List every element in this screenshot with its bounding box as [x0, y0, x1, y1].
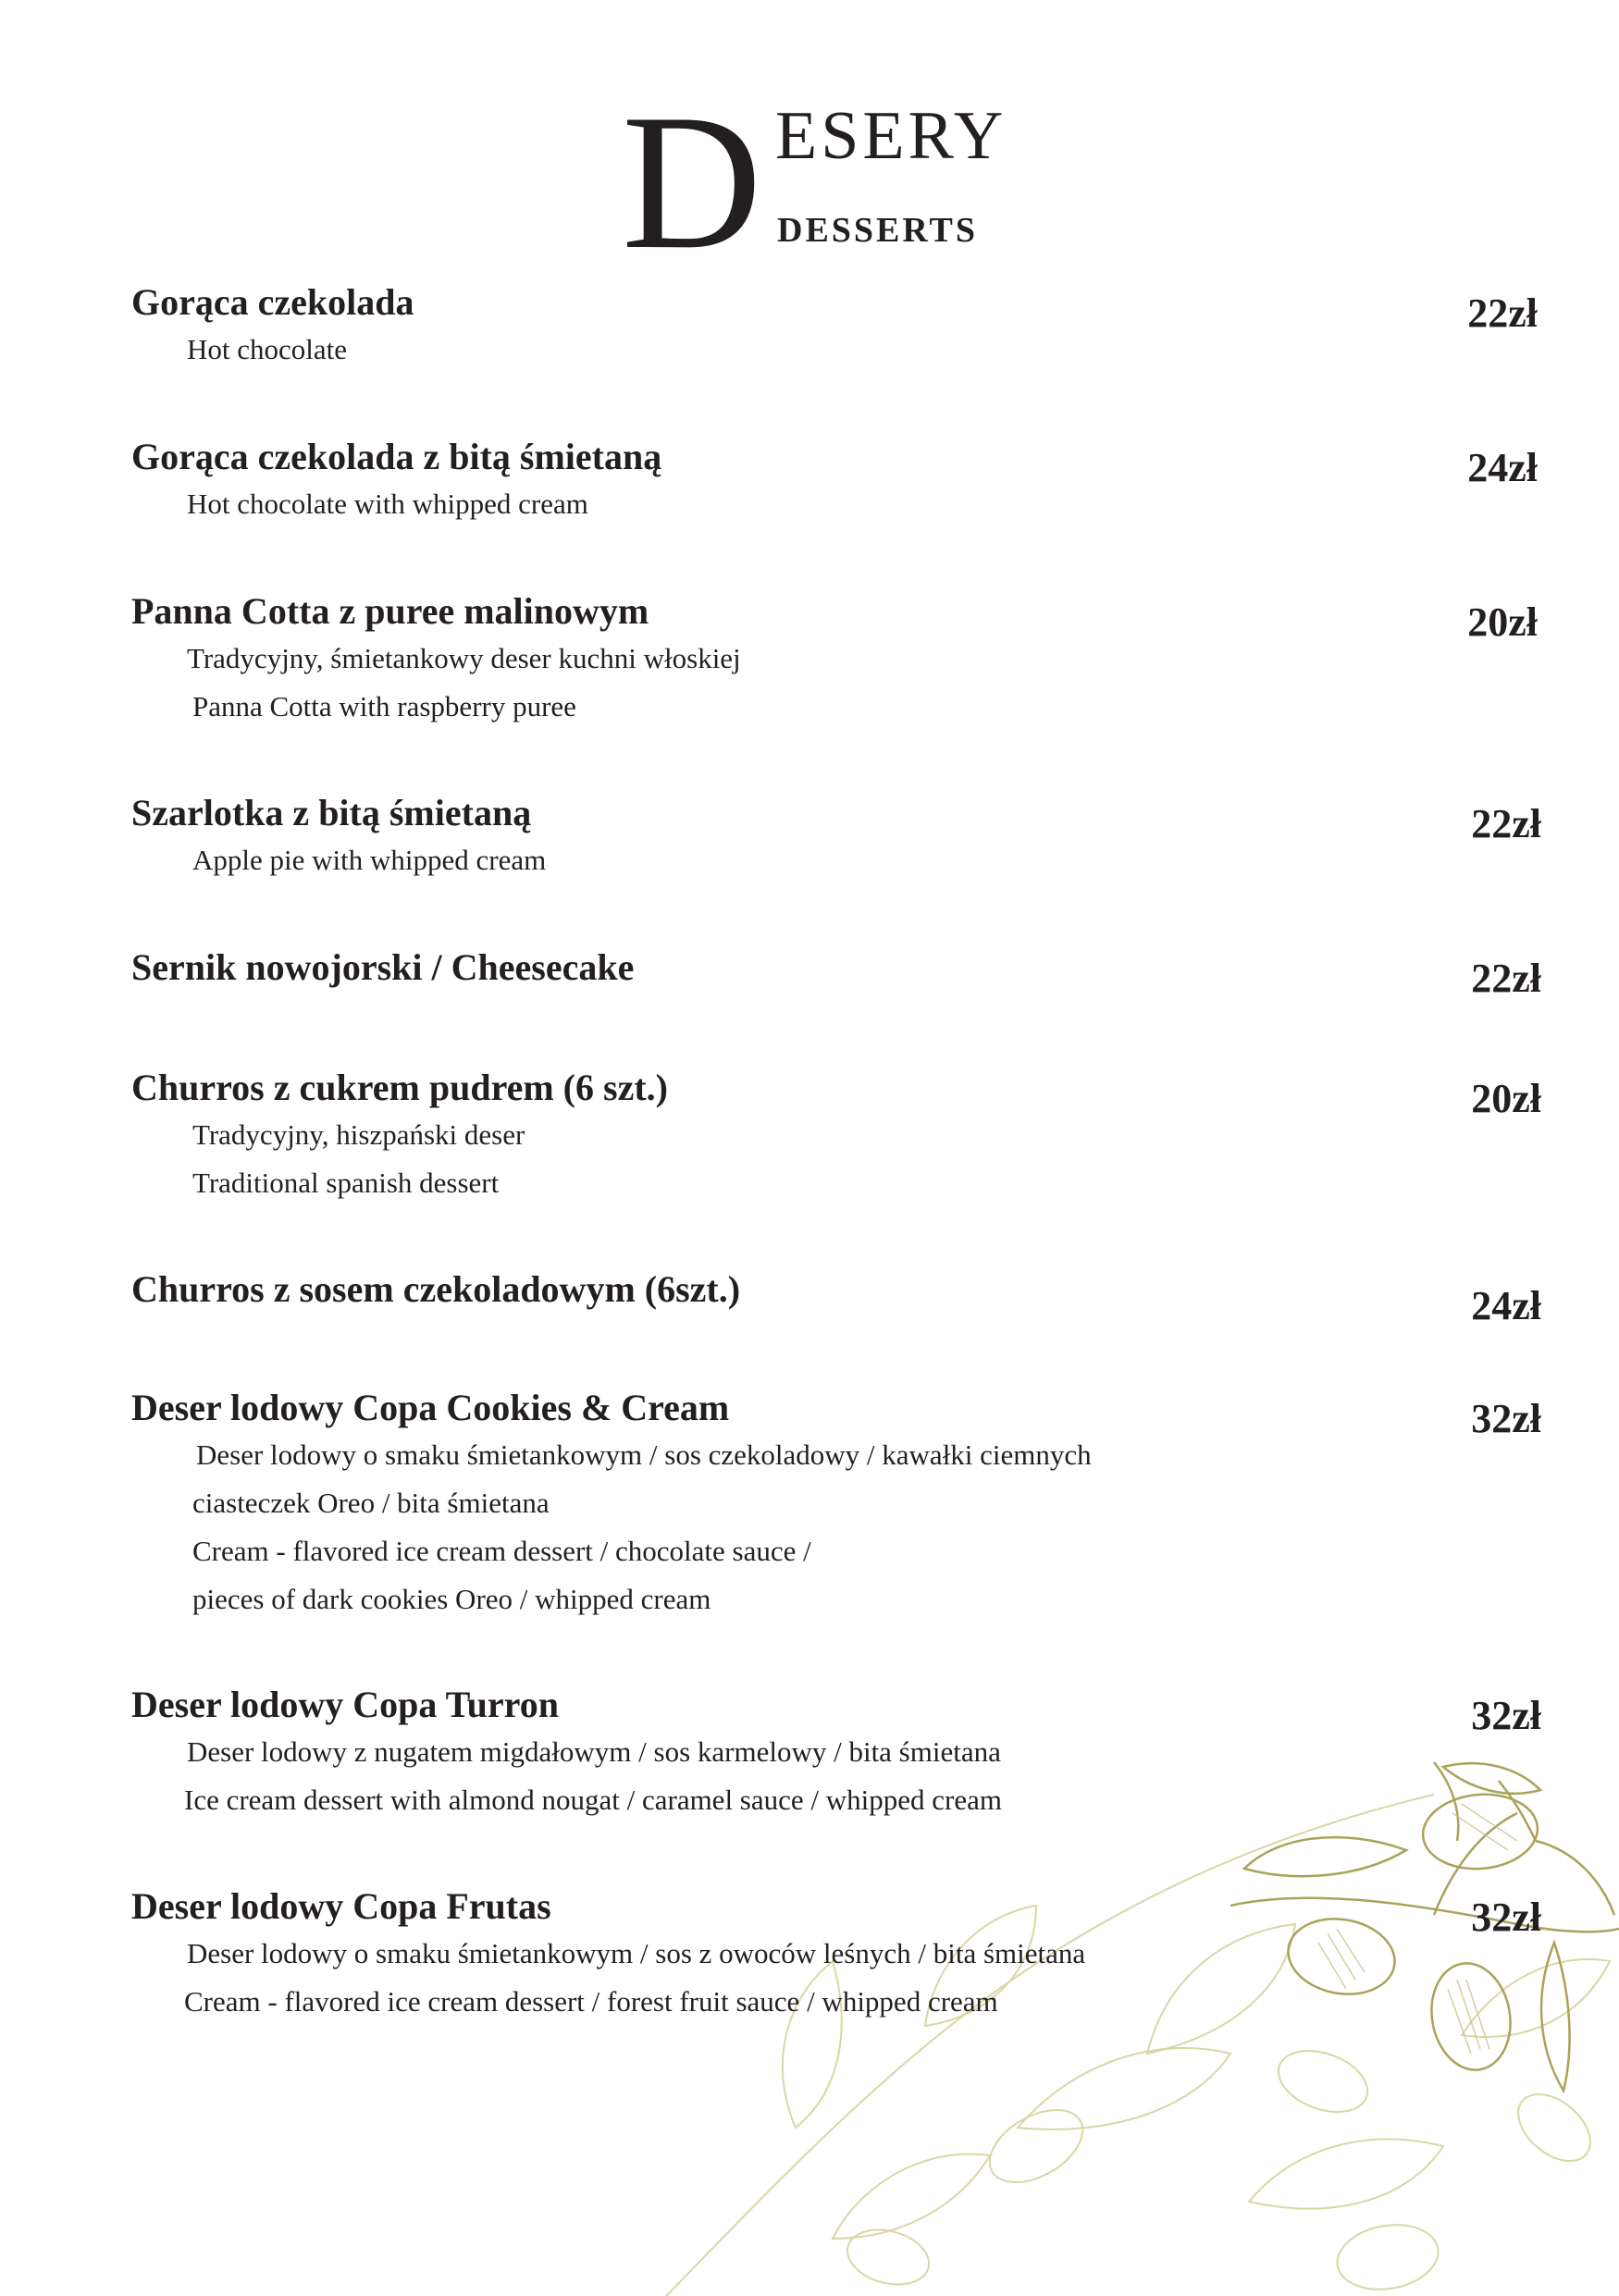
item-name: Gorąca czekolada z bitą śmietaną [131, 436, 662, 477]
item-name: Szarlotka z bitą śmietaną [131, 792, 532, 833]
page-subtitle: DESSERTS [777, 211, 978, 250]
item-name: Churros z sosem czekoladowym (6szt.) [131, 1268, 741, 1310]
item-description: Hot chocolate [187, 333, 348, 365]
item-name: Deser lodowy Copa Turron [131, 1684, 559, 1725]
item-price: 20zł [1467, 599, 1538, 645]
menu-item [131, 1682, 1541, 1824]
item-price: 22zł [1471, 801, 1541, 846]
item-description: Cream - flavored ice cream dessert / forest fruit sauce / whipped cream [184, 1985, 998, 2018]
item-name: Deser lodowy Copa Cookies & Cream [131, 1387, 730, 1428]
item-description: Tradycyjny, hiszpański deser [192, 1118, 525, 1151]
item-price: 20zł [1471, 1076, 1541, 1121]
item-price: 22zł [1471, 956, 1541, 1001]
item-description: Tradycyjny, śmietankowy deser kuchni włoskiej [187, 642, 741, 674]
item-name: Panna Cotta z puree malinowym [131, 590, 649, 632]
item-description: Deser lodowy z nugatem migdałowym / sos karmelowy / bita śmietana [187, 1735, 1001, 1768]
item-price: 24zł [1467, 445, 1538, 490]
item-price: 22zł [1467, 290, 1538, 336]
item-name: Gorąca czekolada [131, 281, 414, 323]
item-description: Deser lodowy o smaku śmietankowym / sos z owoców leśnych / bita śmietana [187, 1937, 1086, 1969]
menu-item [131, 1883, 1541, 2026]
menu-item [131, 944, 1541, 1001]
item-description: Panna Cotta with raspberry puree [192, 690, 576, 722]
item-description: Hot chocolate with whipped cream [187, 488, 588, 520]
item-name: Churros z cukrem pudrem (6 szt.) [131, 1067, 668, 1108]
menu-item [131, 1385, 1541, 1623]
menu-item [131, 279, 1538, 374]
item-price: 32zł [1471, 1693, 1541, 1738]
item-description: ciasteczek Oreo / bita śmietana [192, 1487, 550, 1519]
menu-item [131, 434, 1538, 528]
menu-item [131, 790, 1541, 884]
item-price: 32zł [1471, 1396, 1541, 1441]
item-description: Deser lodowy o smaku śmietankowym / sos czekoladowy / kawałki ciemnych [196, 1438, 1092, 1471]
item-price: 32zł [1471, 1895, 1541, 1940]
item-description: pieces of dark cookies Oreo / whipped cream [192, 1583, 711, 1615]
item-description: Ice cream dessert with almond nougat / caramel sauce / whipped cream [184, 1784, 1002, 1816]
item-name: Deser lodowy Copa Frutas [131, 1885, 551, 1927]
page-title: ESERY [775, 98, 1007, 174]
menu-item [131, 588, 1538, 731]
item-description: Apple pie with whipped cream [192, 844, 547, 876]
item-name: Sernik nowojorski / Cheesecake [131, 946, 635, 988]
title-initial: D [622, 75, 762, 290]
item-price: 24zł [1471, 1283, 1541, 1328]
item-description: Cream - flavored ice cream dessert / chocolate sauce / [192, 1535, 811, 1567]
menu-item [131, 1266, 1541, 1328]
item-description: Traditional spanish dessert [192, 1167, 500, 1199]
menu-item [131, 1065, 1541, 1207]
menu-header [0, 0, 1619, 290]
